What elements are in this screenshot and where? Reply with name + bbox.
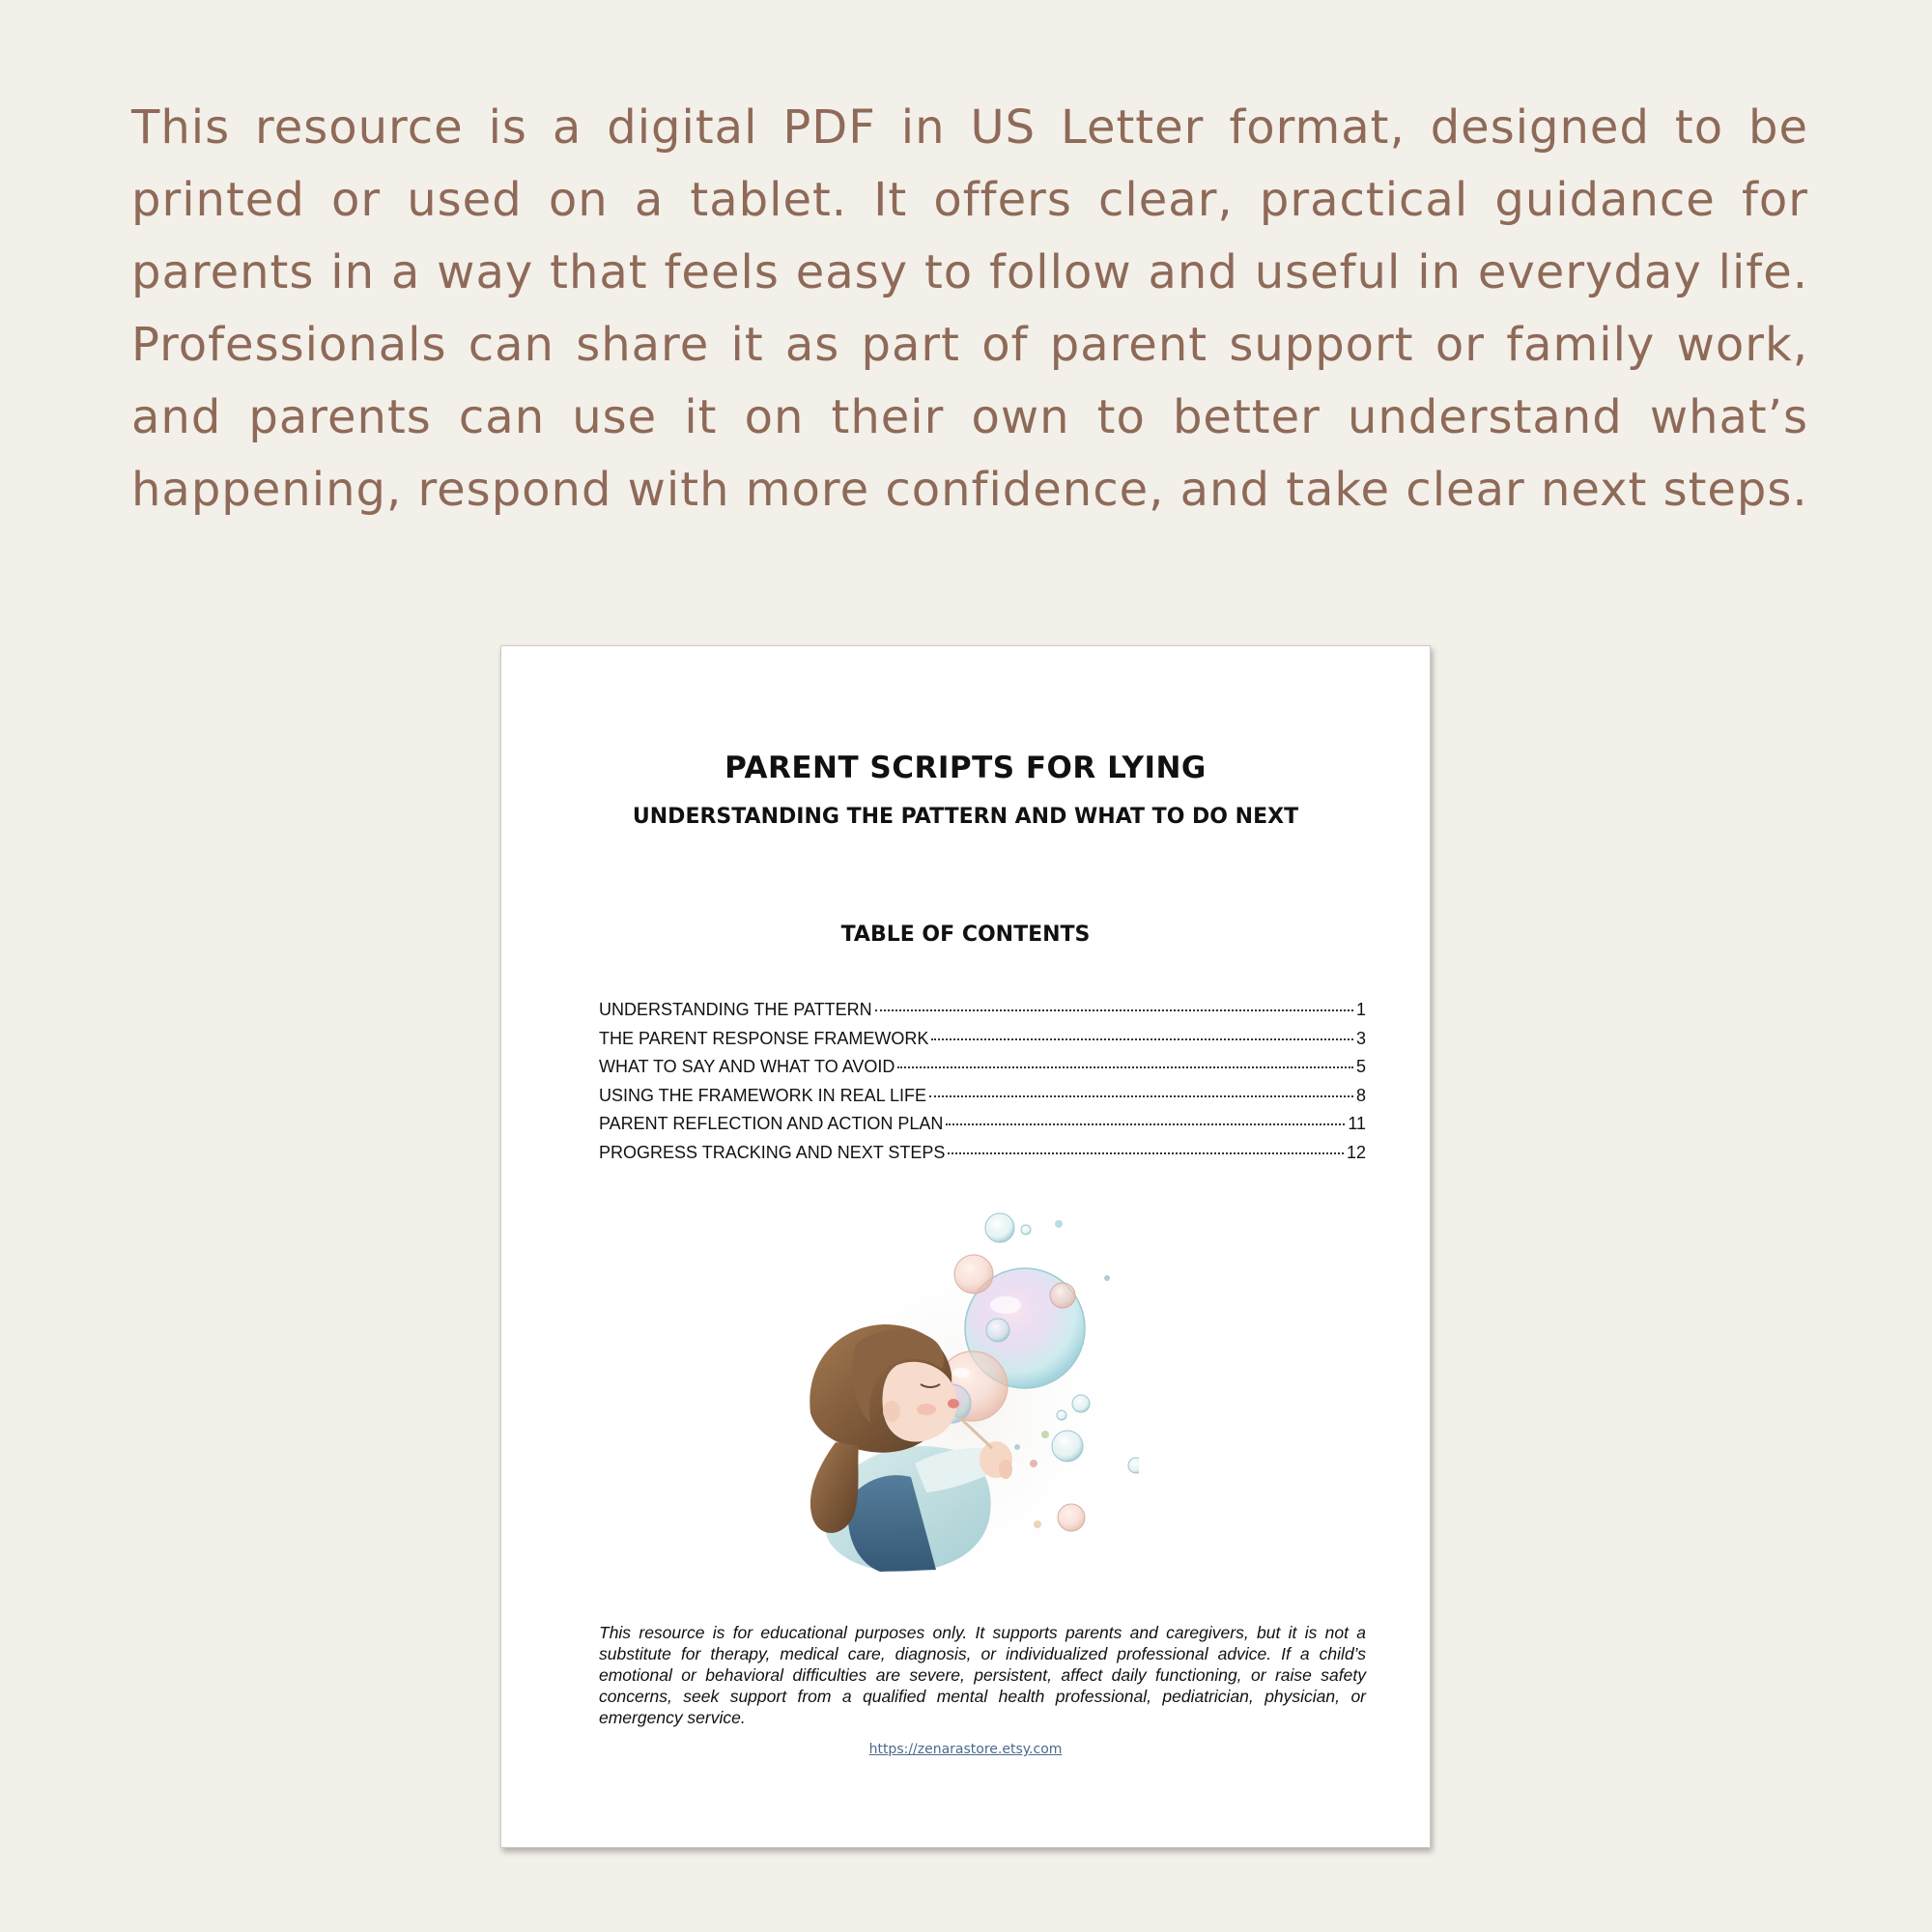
store-link[interactable]: https://zenarastore.etsy.com bbox=[868, 1742, 1063, 1757]
toc-entry-page: 8 bbox=[1355, 1085, 1366, 1105]
disclaimer-text: This resource is for educational purposes only. It supports parents and caregivers, but it is not a substitute for therapy, medical care, diagnosis, or individualized professional advice. If a child’s emotional or behavioral difficulties are severe, persistent, affect daily functioning, or raise safety concerns, seek support from a qualified mental health professional, pediatrician, physician, or emergency service. bbox=[599, 1623, 1366, 1727]
toc-leader-dots bbox=[929, 1095, 1353, 1097]
toc-entry bbox=[599, 1086, 1366, 1115]
toc-entry-label: UNDERSTANDING THE PATTERN bbox=[599, 1000, 872, 1019]
toc-entry-label: PROGRESS TRACKING AND NEXT STEPS bbox=[599, 1142, 946, 1162]
toc-entry-page: 12 bbox=[1346, 1142, 1366, 1162]
toc-heading: TABLE OF CONTENTS bbox=[840, 923, 1091, 947]
toc-entry bbox=[599, 1114, 1366, 1143]
toc-entry bbox=[599, 1000, 1366, 1029]
toc-entry bbox=[599, 1029, 1366, 1058]
table-of-contents bbox=[599, 1000, 1366, 1172]
toc-entry-page: 11 bbox=[1348, 1114, 1366, 1134]
toc-leader-dots bbox=[897, 1066, 1353, 1068]
toc-entry bbox=[599, 1143, 1366, 1172]
toc-entry-page: 5 bbox=[1355, 1057, 1366, 1077]
toc-entry-label: THE PARENT RESPONSE FRAMEWORK bbox=[599, 1028, 929, 1048]
document-preview-page bbox=[500, 645, 1431, 1848]
toc-entry-label: PARENT REFLECTION AND ACTION PLAN bbox=[599, 1114, 944, 1134]
toc-entry-page: 1 bbox=[1355, 1000, 1366, 1019]
toc-entry-label: USING THE FRAMEWORK IN REAL LIFE bbox=[599, 1085, 927, 1105]
document-title: PARENT SCRIPTS FOR LYING bbox=[724, 751, 1207, 785]
toc-entry bbox=[599, 1057, 1366, 1086]
document-subtitle: UNDERSTANDING THE PATTERN AND WHAT TO DO NEXT bbox=[632, 805, 1299, 829]
toc-leader-dots bbox=[875, 1009, 1353, 1011]
toc-leader-dots bbox=[948, 1152, 1344, 1154]
toc-entry-label: WHAT TO SAY AND WHAT TO AVOID bbox=[599, 1057, 895, 1077]
toc-leader-dots bbox=[946, 1123, 1345, 1125]
toc-leader-dots bbox=[931, 1038, 1353, 1040]
girl-blowing-bubbles-illustration bbox=[791, 1210, 1139, 1577]
intro-paragraph: This resource is a digital PDF in US Letter format, designed to be printed or used on a tablet. It offers clear, practical guidance for parents in a way that feels easy to follow and useful in everyday life. Professionals can share it as part of parent support or family work, and parents can use it on their own to better understand what’s happening, respond with more confidence, and take clear next steps. bbox=[131, 100, 1808, 517]
toc-entry-page: 3 bbox=[1355, 1028, 1366, 1048]
